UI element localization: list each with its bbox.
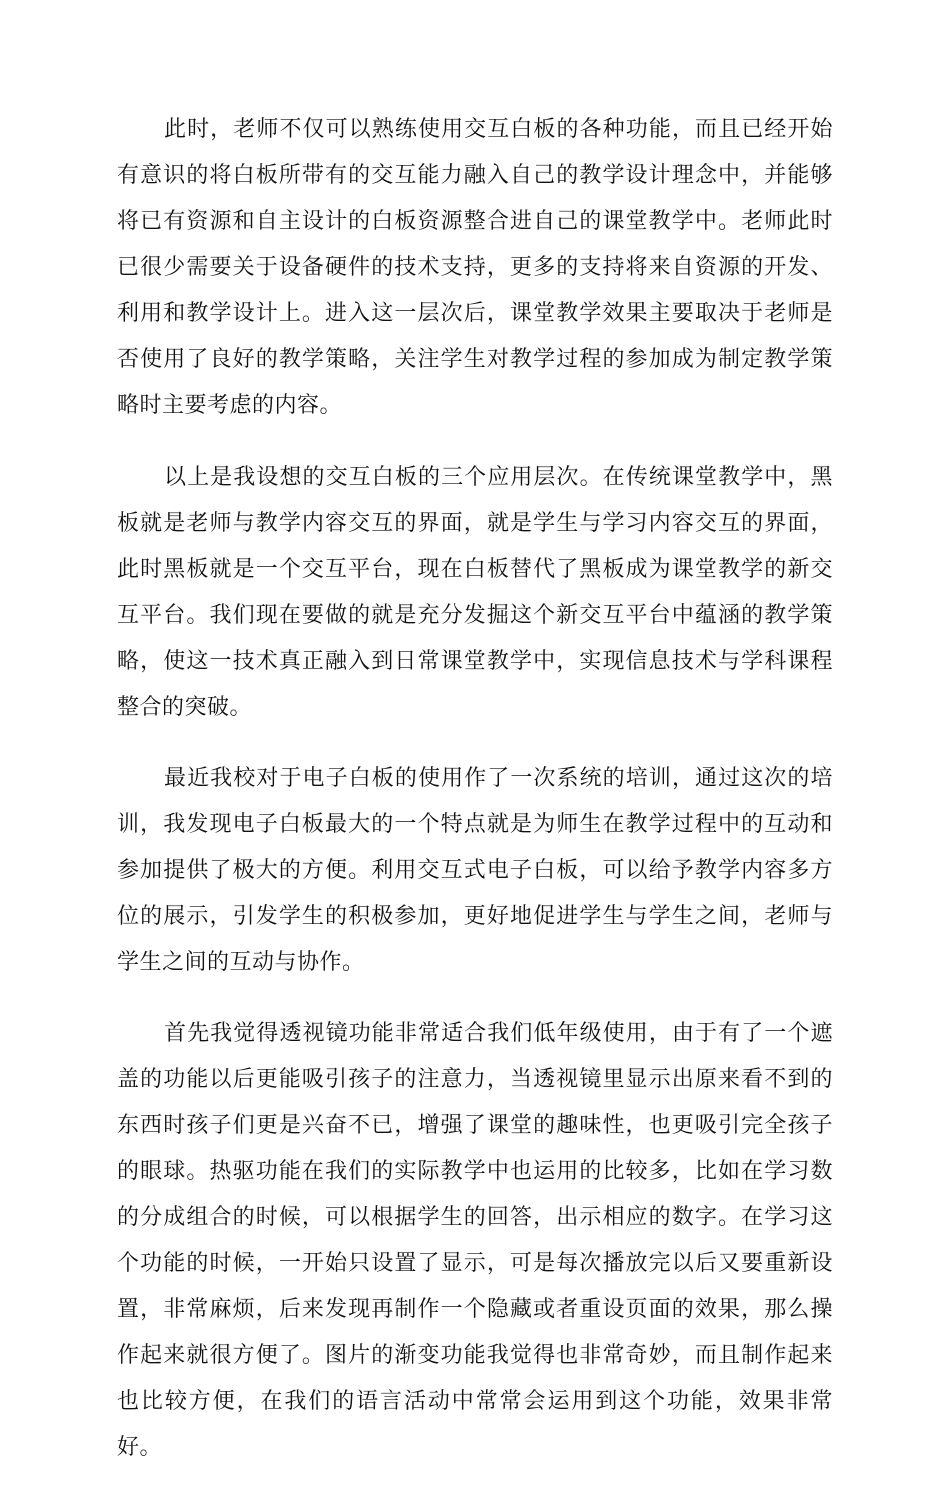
- paragraph-1: 此时，老师不仅可以熟练使用交互白板的各种功能，而且已经开始有意识的将白板所带有的交互能力融入自己的教学设计理念中，并能够将已有资源和自主设计的白板资源整合进自己的课堂教学中。老师此时已很少需要关于设备硬件的技术支持，更多的支持将来自资源的开发、利用和教学设计上。进入这一层次后，课堂教学效果主要取决于老师是否使用了良好的教学策略，关注学生对教学过程的参加成为制定教学策略时主要考虑的内容。: [117, 117, 833, 418]
- paragraph-4: 首先我觉得透视镜功能非常适合我们低年级使用，由于有了一个遮盖的功能以后更能吸引孩子的注意力，当透视镜里显示出原来看不到的东西时孩子们更是兴奋不已，增强了课堂的趣味性，也更吸引完全孩子的眼球。热驱功能在我们的实际教学中也运用的比较多，比如在学习数的分成组合的时候，可以根据学生的回答，出示相应的数字。在学习这个功能的时候，一开始只设置了显示，可是每次播放完以后又要重新设置，非常麻烦，后来发现再制作一个隐藏或者重设页面的效果，那么操作起来就很方便了。图片的渐变功能我觉得也非常奇妙，而且制作起来也比较方便，在我们的语言活动中常常会运用到这个功能，效果非常好。: [117, 1021, 833, 1460]
- document-page: [117, 107, 833, 1496]
- paragraph-3: 最近我校对于电子白板的使用作了一次系统的培训，通过这次的培训，我发现电子白板最大的一个特点就是为师生在教学过程中的互动和参加提供了极大的方便。利用交互式电子白板，可以给予教学内容多方位的展示，引发学生的积极参加，更好地促进学生与学生之间，老师与学生之间的互动与协作。: [117, 766, 833, 975]
- paragraph-2: 以上是我设想的交互白板的三个应用层次。在传统课堂教学中，黑板就是老师与教学内容交互的界面，就是学生与学习内容交互的界面，此时黑板就是一个交互平台，现在白板替代了黑板成为课堂教学的新交互平台。我们现在要做的就是充分发掘这个新交互平台中蕴涵的教学策略，使这一技术真正融入到日常课堂教学中，实现信息技术与学科课程整合的突破。: [117, 465, 833, 720]
